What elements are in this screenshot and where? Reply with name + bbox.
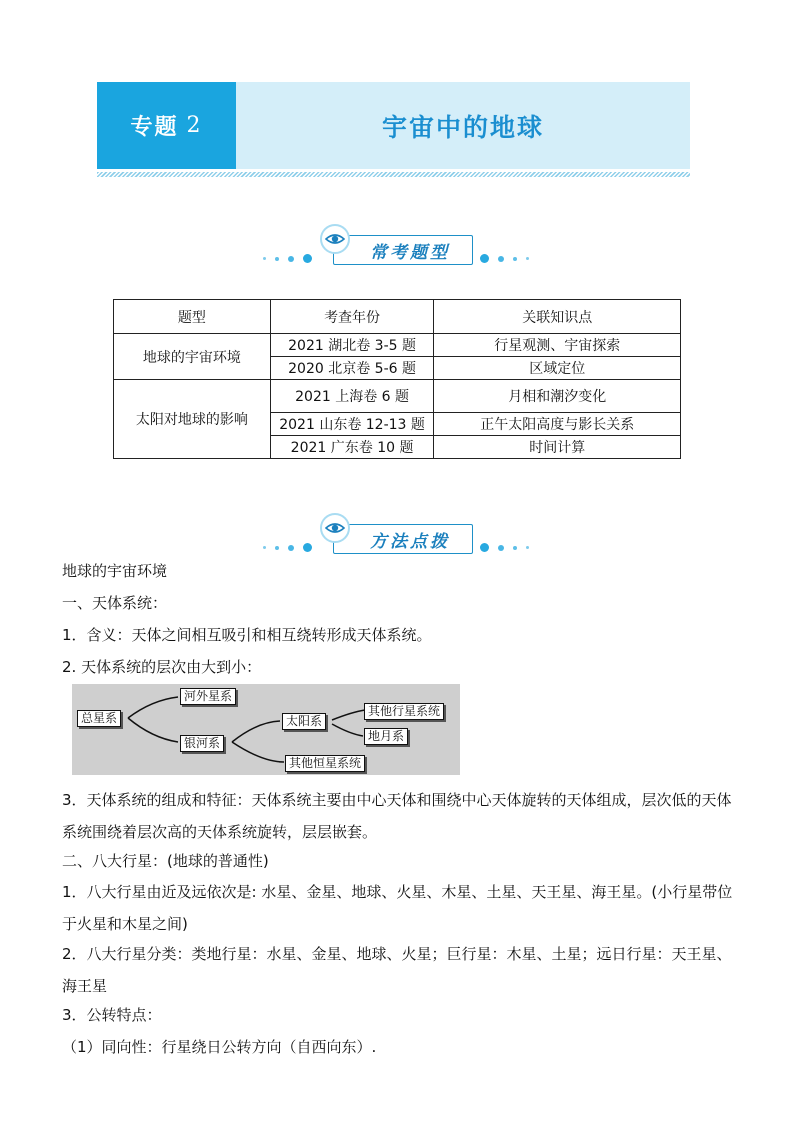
- table-cell-point: 正午太阳高度与影长关系: [434, 413, 681, 436]
- node-milky-way: 银河系: [180, 735, 224, 752]
- dots-decoration: [263, 254, 312, 263]
- eye-icon: [320, 224, 350, 254]
- page-title: 宇宙中的地球: [381, 112, 544, 142]
- table-cell-type: 地球的宇宙环境: [114, 334, 271, 380]
- paragraph: （1）同向性：行星绕日公转方向（自西向东）.: [62, 1038, 377, 1056]
- node-earth-moon: 地月系: [364, 728, 408, 745]
- table-cell-year: 2020 北京卷 5-6 题: [270, 357, 434, 380]
- table-cell-point: 区域定位: [434, 357, 681, 380]
- section-heading: 一、天体系统：: [62, 594, 168, 612]
- paragraph: 3．公转特点：: [62, 1006, 162, 1024]
- table-header-cell: 考查年份: [270, 300, 434, 334]
- paragraph: 1．八大行星由近及远依次是: 水星、金星、地球、火星、木星、土星、天王星、海王星。(小行星带位于火星和木星之间): [62, 883, 733, 933]
- table-row: [114, 334, 681, 357]
- table-header-cell: 关联知识点: [434, 300, 681, 334]
- node-other-planet-systems: 其他行星系统: [364, 703, 444, 720]
- paragraph: 2. 天体系统的层次由大到小：: [62, 658, 262, 676]
- table-header-cell: 题型: [114, 300, 271, 334]
- table-cell-year: 2021 湖北卷 3-5 题: [270, 334, 434, 357]
- table-cell-point: 时间计算: [434, 436, 681, 459]
- node-other-star-systems: 其他恒星系统: [285, 755, 365, 772]
- dots-decoration: [480, 543, 529, 552]
- banner-divider: [97, 172, 690, 177]
- node-extragalactic: 河外星系: [180, 688, 236, 705]
- topic-heading: 地球的宇宙环境: [62, 562, 168, 580]
- table-cell-type: 太阳对地球的影响: [114, 380, 271, 459]
- table-cell-year: 2021 广东卷 10 题: [270, 436, 434, 459]
- table-cell-year: 2021 上海卷 6 题: [270, 380, 434, 413]
- paragraph: 2．八大行星分类：类地行星：水星、金星、地球、火星；巨行星：木星、土星；远日行星：天王星、海王星: [62, 945, 732, 995]
- section-title-box: 方法点拨: [333, 524, 473, 554]
- section-heading-method: [258, 510, 558, 560]
- section-title-box: 常考题型: [333, 235, 473, 265]
- eye-icon: [320, 513, 350, 543]
- table-cell-point: 月相和潮汐变化: [434, 380, 681, 413]
- section-heading-common: [258, 221, 558, 271]
- topic-number: 2: [186, 113, 203, 138]
- table-cell-year: 2021 山东卷 12-13 题: [270, 413, 434, 436]
- paragraph: 3．天体系统的组成和特征：天体系统主要由中心天体和围绕中心天体旋转的天体组成，层次低的天体系统围绕着层次高的天体系统旋转，层层嵌套。: [62, 791, 732, 841]
- celestial-system-diagram: [72, 684, 460, 775]
- paragraph: 1．含义：天体之间相互吸引和相互绕转形成天体系统。: [62, 626, 432, 644]
- table-row: [114, 380, 681, 413]
- node-total-galaxy: 总星系: [77, 710, 121, 727]
- dots-decoration: [480, 254, 529, 263]
- dots-decoration: [263, 543, 312, 552]
- table-cell-point: 行星观测、宇宙探索: [434, 334, 681, 357]
- topic-label: [97, 82, 236, 169]
- topics-table: [113, 299, 681, 459]
- topic-label-text: 专题: [130, 114, 179, 140]
- header-banner: [97, 82, 690, 169]
- node-solar-system: 太阳系: [282, 713, 326, 730]
- section-heading: 二、八大行星：(地球的普通性): [62, 852, 269, 870]
- table-header-row: [114, 300, 681, 334]
